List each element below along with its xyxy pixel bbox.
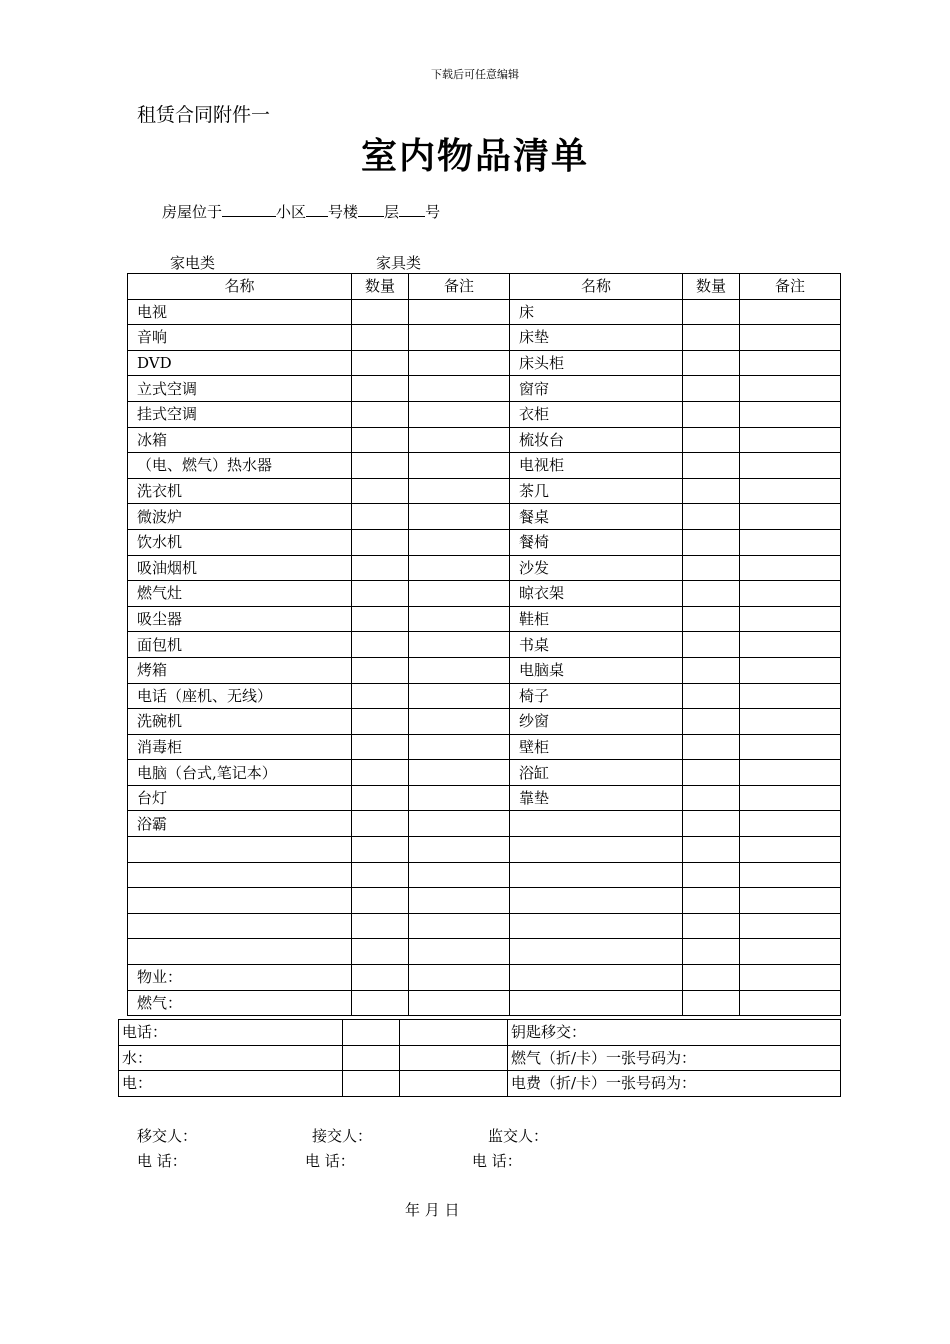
furniture-notes-cell[interactable]: [740, 811, 841, 837]
furniture-quantity-cell[interactable]: [683, 657, 740, 683]
appliance-notes-cell[interactable]: [409, 837, 510, 863]
appliance-name-cell: （电、燃气）热水器: [128, 453, 352, 479]
furniture-quantity-cell[interactable]: [683, 350, 740, 376]
supervisor-phone-label: 电 话：: [472, 1152, 522, 1170]
appliance-quantity-cell[interactable]: [352, 376, 409, 402]
appliance-quantity-cell[interactable]: [352, 990, 409, 1016]
supervisor-label: 监交人：: [488, 1127, 549, 1145]
handover-label: 移交人：: [137, 1127, 198, 1145]
furniture-notes-cell[interactable]: [740, 632, 841, 658]
appliance-notes-cell[interactable]: [409, 555, 510, 581]
appliance-name-cell: 立式空调: [128, 376, 352, 402]
utility-row: [119, 1071, 841, 1097]
furniture-name-cell: 衣柜: [510, 401, 683, 427]
appliance-quantity-cell[interactable]: [352, 632, 409, 658]
receiver-phone-label: 电 话：: [305, 1152, 355, 1170]
appliance-notes-cell[interactable]: [409, 913, 510, 939]
column-header-notes: 备注: [740, 274, 841, 300]
appliance-quantity-cell[interactable]: [352, 478, 409, 504]
furniture-notes-cell[interactable]: [740, 606, 841, 632]
category-furniture: 家具类: [376, 254, 422, 272]
appliance-notes-cell[interactable]: [409, 478, 510, 504]
appliance-name-cell: 吸油烟机: [128, 555, 352, 581]
furniture-quantity-cell[interactable]: [683, 529, 740, 555]
address-floor: 层: [384, 203, 400, 221]
furniture-notes-cell[interactable]: [740, 555, 841, 581]
furniture-name-cell: [510, 888, 683, 914]
furniture-name-cell: 浴缸: [510, 760, 683, 786]
handover-info-cell: 燃气（折/卡）一张号码为：: [508, 1045, 841, 1071]
furniture-notes-cell[interactable]: [740, 427, 841, 453]
utility-value-cell[interactable]: [343, 1020, 400, 1046]
appliance-name-cell: 电话（座机、无线）: [128, 683, 352, 709]
table-row: [128, 529, 841, 555]
furniture-quantity-cell[interactable]: [683, 632, 740, 658]
furniture-notes-cell[interactable]: [740, 760, 841, 786]
furniture-name-cell: [510, 990, 683, 1016]
furniture-quantity-cell[interactable]: [683, 376, 740, 402]
table-row: [128, 376, 841, 402]
column-header-quantity: 数量: [352, 274, 409, 300]
appliance-quantity-cell[interactable]: [352, 555, 409, 581]
furniture-name-cell: 窗帘: [510, 376, 683, 402]
furniture-name-cell: 电视柜: [510, 453, 683, 479]
appliance-name-cell: 电视: [128, 299, 352, 325]
appliance-quantity-cell[interactable]: [352, 606, 409, 632]
appliance-name-cell: 吸尘器: [128, 606, 352, 632]
appliance-quantity-cell[interactable]: [352, 529, 409, 555]
address-unit: 号: [425, 203, 441, 221]
appliance-name-cell: 消毒柜: [128, 734, 352, 760]
table-row: [128, 555, 841, 581]
table-row: [128, 427, 841, 453]
furniture-name-cell: 鞋柜: [510, 606, 683, 632]
furniture-name-cell: [510, 913, 683, 939]
furniture-quantity-cell[interactable]: [683, 913, 740, 939]
furniture-quantity-cell[interactable]: [683, 581, 740, 607]
handover-phone-label: 电 话：: [137, 1152, 187, 1170]
furniture-name-cell: 靠垫: [510, 785, 683, 811]
appliance-quantity-cell[interactable]: [352, 325, 409, 351]
appliance-name-cell: 台灯: [128, 785, 352, 811]
appliance-notes-cell[interactable]: [409, 529, 510, 555]
appliance-name-cell: [128, 888, 352, 914]
furniture-quantity-cell[interactable]: [683, 427, 740, 453]
furniture-quantity-cell[interactable]: [683, 965, 740, 991]
appliance-quantity-cell[interactable]: [352, 657, 409, 683]
appliance-notes-cell[interactable]: [409, 990, 510, 1016]
furniture-quantity-cell[interactable]: [683, 453, 740, 479]
appliance-quantity-cell[interactable]: [352, 453, 409, 479]
utility-label-cell: 水：: [119, 1045, 343, 1071]
receiver-label: 接交人：: [312, 1127, 373, 1145]
furniture-notes-cell[interactable]: [740, 837, 841, 863]
appliance-quantity-cell[interactable]: [352, 965, 409, 991]
furniture-quantity-cell[interactable]: [683, 478, 740, 504]
category-appliances: 家电类: [170, 254, 216, 272]
furniture-quantity-cell[interactable]: [683, 785, 740, 811]
table-row: [128, 657, 841, 683]
furniture-notes-cell[interactable]: [740, 785, 841, 811]
appliance-name-cell: 烤箱: [128, 657, 352, 683]
address-line: [162, 201, 440, 222]
appliance-quantity-cell[interactable]: [352, 581, 409, 607]
furniture-quantity-cell[interactable]: [683, 734, 740, 760]
furniture-notes-cell[interactable]: [740, 939, 841, 965]
table-row: [128, 913, 841, 939]
appliance-notes-cell[interactable]: [409, 325, 510, 351]
furniture-notes-cell[interactable]: [740, 683, 841, 709]
furniture-notes-cell[interactable]: [740, 862, 841, 888]
furniture-notes-cell[interactable]: [740, 581, 841, 607]
appliance-quantity-cell[interactable]: [352, 913, 409, 939]
handover-info-cell: 电费（折/卡）一张号码为：: [508, 1071, 841, 1097]
furniture-quantity-cell[interactable]: [683, 837, 740, 863]
utility-value-cell[interactable]: [343, 1045, 400, 1071]
appliance-name-cell: 浴霸: [128, 811, 352, 837]
utility-label-cell: 电：: [119, 1071, 343, 1097]
utility-value-cell[interactable]: [400, 1045, 508, 1071]
column-header-notes: 备注: [409, 274, 510, 300]
appliance-notes-cell[interactable]: [409, 299, 510, 325]
appliance-quantity-cell[interactable]: [352, 709, 409, 735]
table-row: [128, 581, 841, 607]
furniture-notes-cell[interactable]: [740, 401, 841, 427]
table-row: [128, 811, 841, 837]
table-row: [128, 683, 841, 709]
furniture-notes-cell[interactable]: [740, 734, 841, 760]
page-title: 室内物品清单: [360, 135, 589, 177]
table-row: [128, 965, 841, 991]
utility-value-cell[interactable]: [400, 1020, 508, 1046]
appliance-name-cell: [128, 837, 352, 863]
table-row: [128, 734, 841, 760]
furniture-quantity-cell[interactable]: [683, 990, 740, 1016]
appliance-notes-cell[interactable]: [409, 350, 510, 376]
appliance-name-cell: 挂式空调: [128, 401, 352, 427]
appliance-notes-cell[interactable]: [409, 811, 510, 837]
appliance-quantity-cell[interactable]: [352, 760, 409, 786]
appliance-notes-cell[interactable]: [409, 760, 510, 786]
table-row: [128, 478, 841, 504]
table-row: [128, 606, 841, 632]
appliance-name-cell: 音响: [128, 325, 352, 351]
furniture-quantity-cell[interactable]: [683, 504, 740, 530]
furniture-quantity-cell[interactable]: [683, 811, 740, 837]
furniture-name-cell: [510, 965, 683, 991]
address-building: 号楼: [328, 203, 359, 221]
table-row: [128, 709, 841, 735]
table-row: [128, 862, 841, 888]
furniture-name-cell: 床垫: [510, 325, 683, 351]
furniture-name-cell: 椅子: [510, 683, 683, 709]
appliance-name-cell: 燃气：: [128, 990, 352, 1016]
appliance-quantity-cell[interactable]: [352, 427, 409, 453]
appliance-name-cell: 冰箱: [128, 427, 352, 453]
furniture-quantity-cell[interactable]: [683, 299, 740, 325]
inventory-table: [127, 273, 841, 1016]
appliance-name-cell: 物业：: [128, 965, 352, 991]
appliance-quantity-cell[interactable]: [352, 862, 409, 888]
furniture-name-cell: 沙发: [510, 555, 683, 581]
appliance-notes-cell[interactable]: [409, 657, 510, 683]
handover-info-cell: 钥匙移交：: [508, 1020, 841, 1046]
table-row: [128, 299, 841, 325]
appliance-quantity-cell[interactable]: [352, 683, 409, 709]
appliance-name-cell: DVD: [128, 350, 352, 376]
furniture-notes-cell[interactable]: [740, 325, 841, 351]
furniture-name-cell: 梳妆台: [510, 427, 683, 453]
address-community: 小区: [276, 203, 307, 221]
furniture-quantity-cell[interactable]: [683, 606, 740, 632]
table-row: [128, 350, 841, 376]
table-row: [128, 760, 841, 786]
appliance-name-cell: 洗碗机: [128, 709, 352, 735]
furniture-notes-cell[interactable]: [740, 888, 841, 914]
table-row: [128, 785, 841, 811]
furniture-name-cell: 餐桌: [510, 504, 683, 530]
table-row: [128, 453, 841, 479]
appliance-notes-cell[interactable]: [409, 376, 510, 402]
appliance-notes-cell[interactable]: [409, 939, 510, 965]
furniture-notes-cell[interactable]: [740, 529, 841, 555]
table-row: [128, 837, 841, 863]
furniture-quantity-cell[interactable]: [683, 939, 740, 965]
utilities-table: [118, 1019, 841, 1097]
appliance-name-cell: 饮水机: [128, 529, 352, 555]
address-prefix: 房屋位于: [162, 203, 223, 221]
appliance-name-cell: [128, 939, 352, 965]
appliance-quantity-cell[interactable]: [352, 299, 409, 325]
utility-label-cell: 电话：: [119, 1020, 343, 1046]
furniture-notes-cell[interactable]: [740, 376, 841, 402]
utility-value-cell[interactable]: [343, 1071, 400, 1097]
appliance-quantity-cell[interactable]: [352, 504, 409, 530]
furniture-name-cell: 餐椅: [510, 529, 683, 555]
furniture-quantity-cell[interactable]: [683, 325, 740, 351]
appliance-name-cell: 电脑（台式,笔记本）: [128, 760, 352, 786]
table-row: [128, 990, 841, 1016]
appliance-name-cell: 燃气灶: [128, 581, 352, 607]
furniture-notes-cell[interactable]: [740, 709, 841, 735]
table-row: [128, 939, 841, 965]
furniture-name-cell: [510, 862, 683, 888]
furniture-name-cell: 晾衣架: [510, 581, 683, 607]
furniture-quantity-cell[interactable]: [683, 760, 740, 786]
appliance-notes-cell[interactable]: [409, 683, 510, 709]
appliance-quantity-cell[interactable]: [352, 350, 409, 376]
building-blank[interactable]: [306, 202, 328, 217]
appliance-name-cell: 洗衣机: [128, 478, 352, 504]
furniture-name-cell: [510, 939, 683, 965]
table-row: [128, 401, 841, 427]
table-row: [128, 504, 841, 530]
appliance-name-cell: [128, 913, 352, 939]
furniture-name-cell: 床头柜: [510, 350, 683, 376]
appliance-quantity-cell[interactable]: [352, 811, 409, 837]
furniture-notes-cell[interactable]: [740, 657, 841, 683]
furniture-quantity-cell[interactable]: [683, 683, 740, 709]
appliance-quantity-cell[interactable]: [352, 785, 409, 811]
appliance-name-cell: [128, 862, 352, 888]
furniture-name-cell: 书桌: [510, 632, 683, 658]
appliance-notes-cell[interactable]: [409, 632, 510, 658]
column-header-quantity: 数量: [683, 274, 740, 300]
appliance-notes-cell[interactable]: [409, 606, 510, 632]
table-header-row: [128, 274, 841, 300]
attachment-label: 租赁合同附件一: [137, 104, 271, 126]
furniture-notes-cell[interactable]: [740, 913, 841, 939]
furniture-notes-cell[interactable]: [740, 350, 841, 376]
column-header-name: 名称: [510, 274, 683, 300]
appliance-notes-cell[interactable]: [409, 427, 510, 453]
appliance-quantity-cell[interactable]: [352, 888, 409, 914]
appliance-quantity-cell[interactable]: [352, 939, 409, 965]
header-note: 下载后可任意编辑: [431, 68, 519, 81]
utility-row: [119, 1020, 841, 1046]
date-line: 年 月 日: [405, 1201, 460, 1219]
appliance-name-cell: 微波炉: [128, 504, 352, 530]
table-row: [128, 325, 841, 351]
appliance-notes-cell[interactable]: [409, 581, 510, 607]
furniture-name-cell: 电脑桌: [510, 657, 683, 683]
furniture-name-cell: 床: [510, 299, 683, 325]
utility-row: [119, 1045, 841, 1071]
furniture-quantity-cell[interactable]: [683, 401, 740, 427]
furniture-quantity-cell[interactable]: [683, 862, 740, 888]
appliance-notes-cell[interactable]: [409, 862, 510, 888]
community-blank[interactable]: [222, 202, 276, 217]
appliance-notes-cell[interactable]: [409, 785, 510, 811]
column-header-name: 名称: [128, 274, 352, 300]
table-row: [128, 888, 841, 914]
appliance-notes-cell[interactable]: [409, 504, 510, 530]
furniture-notes-cell[interactable]: [740, 504, 841, 530]
furniture-name-cell: 壁柜: [510, 734, 683, 760]
furniture-name-cell: 茶几: [510, 478, 683, 504]
appliance-notes-cell[interactable]: [409, 888, 510, 914]
appliance-notes-cell[interactable]: [409, 709, 510, 735]
appliance-name-cell: 面包机: [128, 632, 352, 658]
furniture-notes-cell[interactable]: [740, 453, 841, 479]
furniture-notes-cell[interactable]: [740, 299, 841, 325]
appliance-notes-cell[interactable]: [409, 734, 510, 760]
furniture-notes-cell[interactable]: [740, 965, 841, 991]
appliance-notes-cell[interactable]: [409, 401, 510, 427]
floor-blank[interactable]: [358, 202, 384, 217]
furniture-quantity-cell[interactable]: [683, 709, 740, 735]
appliance-notes-cell[interactable]: [409, 453, 510, 479]
furniture-name-cell: [510, 811, 683, 837]
appliance-quantity-cell[interactable]: [352, 401, 409, 427]
furniture-quantity-cell[interactable]: [683, 888, 740, 914]
furniture-name-cell: 纱窗: [510, 709, 683, 735]
unit-blank[interactable]: [399, 202, 425, 217]
table-row: [128, 632, 841, 658]
furniture-quantity-cell[interactable]: [683, 555, 740, 581]
furniture-notes-cell[interactable]: [740, 478, 841, 504]
appliance-quantity-cell[interactable]: [352, 734, 409, 760]
appliance-notes-cell[interactable]: [409, 965, 510, 991]
appliance-quantity-cell[interactable]: [352, 837, 409, 863]
furniture-notes-cell[interactable]: [740, 990, 841, 1016]
utility-value-cell[interactable]: [400, 1071, 508, 1097]
furniture-name-cell: [510, 837, 683, 863]
